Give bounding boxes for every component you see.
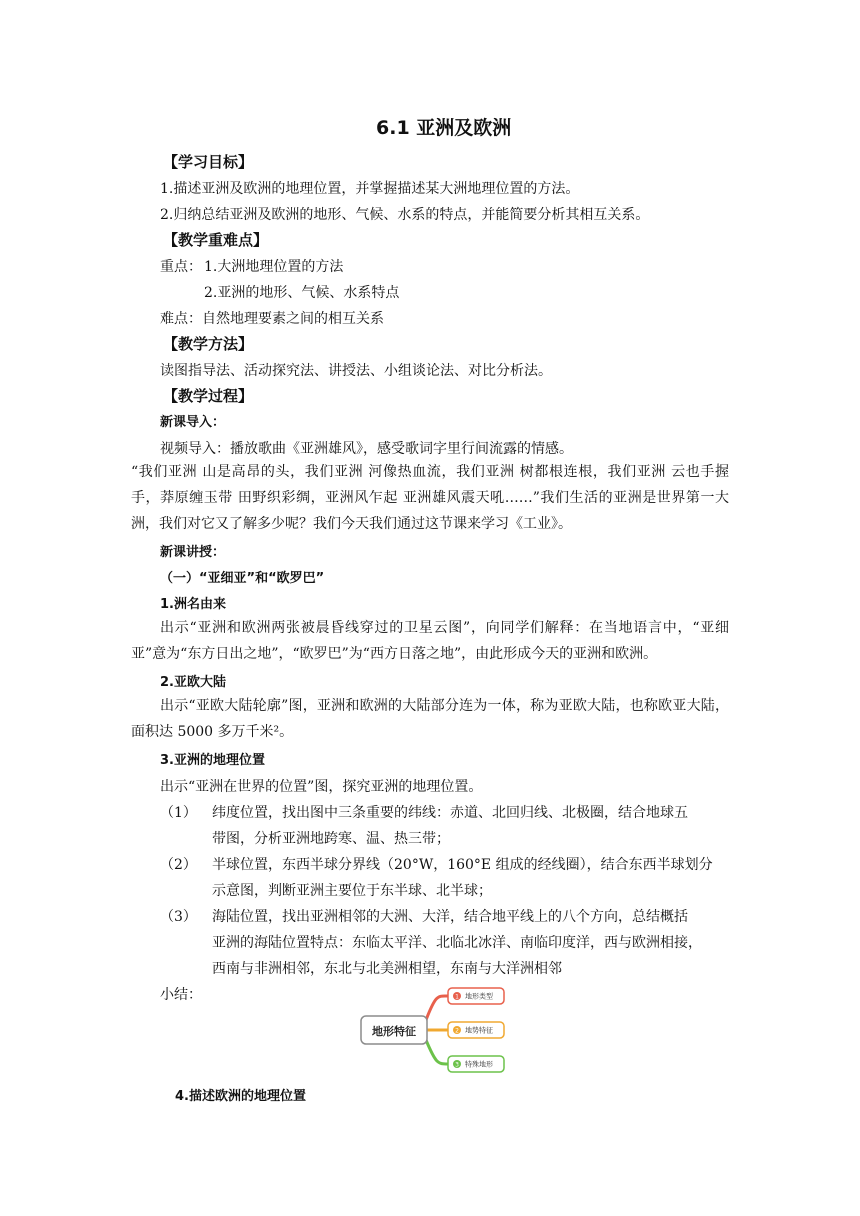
- list-item-line: 纬度位置，找出图中三条重要的纬线：赤道、北回归线、北极圈，结合地球五: [212, 805, 688, 821]
- branch-label: 地势特征: [465, 1026, 493, 1035]
- mindmap-connector-1: [426, 996, 448, 1020]
- key-point-1: 1.大洲地理位置的方法: [204, 259, 344, 275]
- section-key-points: 【教学重难点】: [163, 231, 269, 249]
- methods-text: 读图指导法、活动探究法、讲授法、小组谈论法、对比分析法。: [160, 363, 552, 379]
- section-process: 【教学过程】: [163, 387, 254, 405]
- list-item-number: （3）: [160, 909, 197, 925]
- branch-label: 特殊地形: [465, 1060, 493, 1069]
- section-objectives: 【学习目标】: [163, 153, 254, 171]
- sub2-heading: 2.亚欧大陆: [160, 675, 226, 690]
- list-item-number: （2）: [160, 857, 197, 873]
- list-item-line: 亚洲的海陆位置特点：东临太平洋、北临北冰洋、南临印度洋，西与欧洲相接，: [212, 935, 702, 951]
- mindmap-center-label: 地形特征: [372, 1025, 416, 1038]
- section-methods: 【教学方法】: [163, 335, 254, 353]
- list-item-line: 海陆位置，找出亚洲相邻的大洲、大洋，结合地平线上的八个方向，总结概括: [212, 909, 688, 925]
- mindmap-branch-2: [448, 1022, 504, 1038]
- sub3-heading: 3.亚洲的地理位置: [160, 753, 265, 768]
- lecture-heading: 新课讲授：: [160, 545, 226, 560]
- part1-heading: （一）“亚细亚”和“欧罗巴”: [160, 571, 325, 586]
- intro-line: 视频导入：播放歌曲《亚洲雄风》，感受歌词字里行间流露的情感。: [160, 441, 573, 457]
- key-point-label: 重点：: [160, 259, 202, 275]
- difficulty: 难点：自然地理要素之间的相互关系: [160, 311, 384, 327]
- sub4-heading: 4.描述欧洲的地理位置: [175, 1089, 306, 1104]
- mindmap-diagram: [356, 982, 516, 1082]
- list-item-line: 西南与非洲相邻，东北与北美洲相望，东南与大洋洲相邻: [212, 961, 562, 977]
- svg-text:3: 3: [455, 1061, 459, 1069]
- objective-2: 2.归纳总结亚洲及欧洲的地形、气候、水系的特点，并能简要分析其相互关系。: [160, 207, 650, 223]
- sub1-heading: 1.洲名由来: [160, 597, 226, 612]
- mindmap-branch-1: [448, 988, 504, 1004]
- objective-1: 1.描述亚洲及欧洲的地理位置，并掌握描述某大洲地理位置的方法。: [160, 181, 580, 197]
- list-item-number: （1）: [160, 805, 197, 821]
- list-item-line: 带图，分析亚洲地跨寒、温、热三带；: [212, 831, 450, 847]
- list-item-line: 半球位置，东西半球分界线（20°W，160°E 组成的经线圈），结合东西半球划分: [212, 857, 713, 873]
- svg-text:2: 2: [455, 1027, 459, 1035]
- list-item-line: 示意图，判断亚洲主要位于东半球、北半球；: [212, 883, 492, 899]
- sub3-intro: 出示“亚洲在世界的位置”图，探究亚洲的地理位置。: [160, 779, 483, 795]
- branch-label: 地形类型: [465, 992, 493, 1001]
- sub1-paragraph: 出示“亚洲和欧洲两张被晨昏线穿过的卫星云图”，向同学们解释：在当地语言中，“亚细亚”意为“东方日出之地”，“欧罗巴”为“西方日落之地”，由此形成今天的亚洲和欧洲。: [131, 620, 729, 662]
- mindmap-branch-3: [448, 1056, 504, 1072]
- lyrics-paragraph: “我们亚洲 山是高昂的头，我们亚洲 河像热血流，我们亚洲 树都根连根，我们亚洲 云也手握手，莽原缠玉带 田野织彩绸，亚洲风乍起 亚洲雄风震天吼……”我们生活的亚洲是世界第一大洲，我们对它又了解多少呢？我们今天我们通过这节课来学习《工业》。: [131, 464, 729, 532]
- key-point-2: 2.亚洲的地形、气候、水系特点: [204, 285, 400, 301]
- page-title: 6.1 亚洲及欧洲: [376, 117, 512, 139]
- sub2-paragraph: 出示“亚欧大陆轮廓”图，亚洲和欧洲的大陆部分连为一体，称为亚欧大陆，也称欧亚大陆，面积达 5000 多万千米²。: [131, 698, 729, 740]
- intro-heading: 新课导入：: [160, 415, 226, 430]
- mindmap-connector-3: [426, 1040, 448, 1064]
- summary-label: 小结：: [160, 987, 202, 1003]
- svg-text:1: 1: [455, 993, 459, 1001]
